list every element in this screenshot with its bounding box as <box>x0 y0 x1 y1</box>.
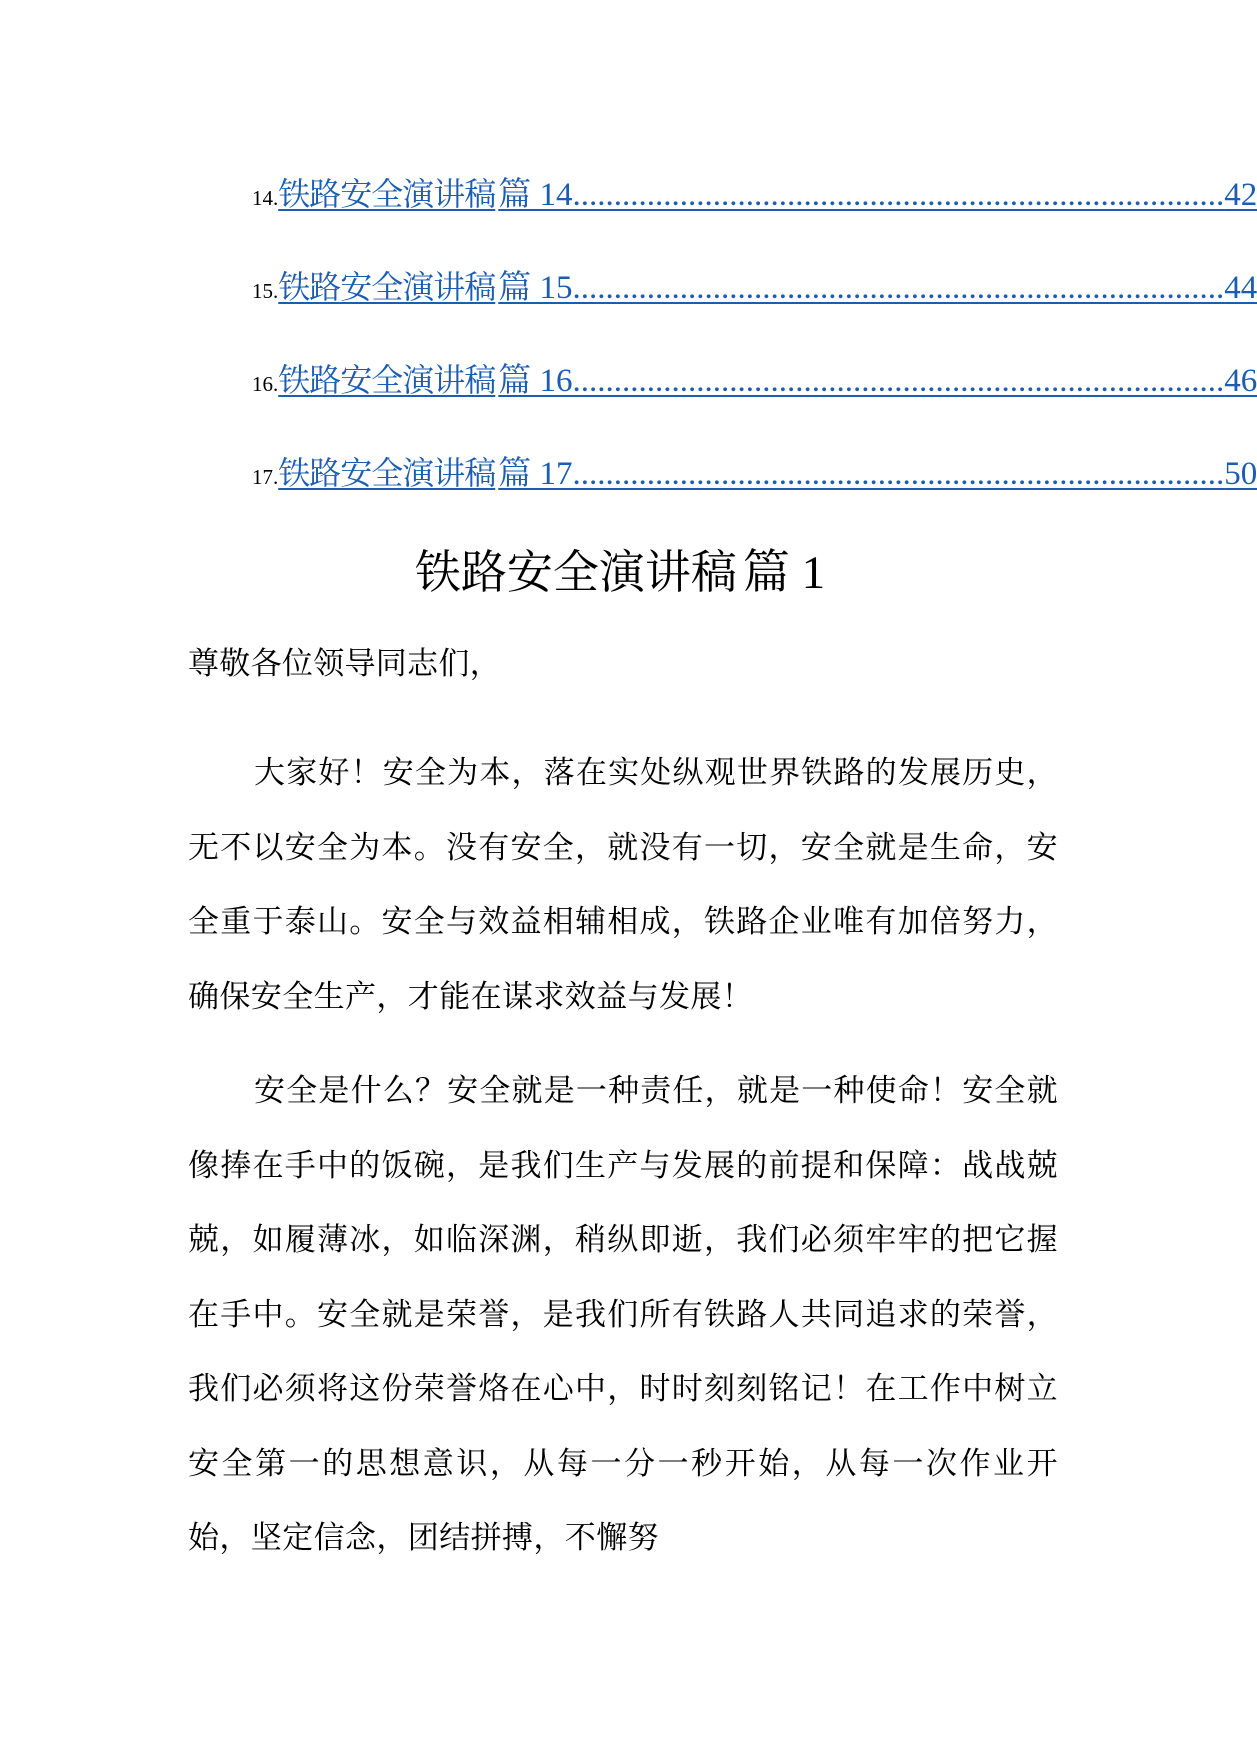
toc-link-16[interactable] <box>278 354 1257 401</box>
speech-body <box>188 627 1058 1596</box>
table-of-contents <box>252 168 1257 540</box>
toc-entry-title-number: 篇 17 <box>498 456 573 492</box>
toc-entry-16 <box>252 354 1257 447</box>
toc-link-15[interactable] <box>278 261 1257 308</box>
toc-link-17[interactable] <box>278 447 1257 494</box>
toc-page-number: 46 <box>1224 363 1257 399</box>
section-heading <box>0 535 1240 602</box>
toc-page-number: 44 <box>1224 270 1257 306</box>
toc-dot-leader: ............................................................................... <box>572 363 1225 399</box>
toc-entry-title-number: 篇 15 <box>498 270 573 306</box>
toc-entry-number: 14. <box>252 186 279 210</box>
section-heading-number: 篇 1 <box>742 547 826 599</box>
toc-dot-leader: ............................................................................... <box>572 177 1225 213</box>
toc-entry-number: 16. <box>252 372 279 396</box>
toc-page-number: 50 <box>1224 456 1257 492</box>
toc-entry-title: 铁路安全演讲稿 <box>278 454 496 492</box>
section-heading-title: 铁路安全演讲稿 <box>414 545 737 599</box>
toc-entry-title-number: 篇 16 <box>498 363 573 399</box>
toc-entry-title: 铁路安全演讲稿 <box>278 268 496 306</box>
toc-link-14[interactable] <box>278 168 1257 215</box>
toc-entry-title: 铁路安全演讲稿 <box>278 175 496 213</box>
toc-entry-15 <box>252 261 1257 354</box>
toc-entry-title: 铁路安全演讲稿 <box>278 361 496 399</box>
salutation: 尊敬各位领导同志们， <box>188 646 501 682</box>
toc-page-number: 42 <box>1224 177 1257 213</box>
toc-entry-number: 17. <box>252 465 279 489</box>
toc-entry-number: 15. <box>252 279 279 303</box>
paragraph-1: 大家好！安全为本，落在实处纵观世界铁路的发展历史，无不以安全为本。没有安全，就没有一切，安全就是生命，安全重于泰山。安全与效益相辅相成，铁路企业唯有加倍努力，确保安全生产，才能在谋求效益与发展！ <box>188 755 1058 1015</box>
toc-entry-14 <box>252 168 1257 261</box>
toc-dot-leader: ............................................................................... <box>572 270 1225 306</box>
toc-entry-title-number: 篇 14 <box>498 177 573 213</box>
paragraph-2: 安全是什么？安全就是一种责任，就是一种使命！安全就像捧在手中的饭碗，是我们生产与发展的前提和保障：战战兢兢，如履薄冰，如临深渊，稍纵即逝，我们必须牢牢的把它握在手中。安全就是荣誉，是我们所有铁路人共同追求的荣誉，我们必须将这份荣誉烙在心中，时时刻刻铭记！在工作中树立安全第一的思想意识，从每一分一秒开始，从每一次作业开始，坚定信念，团结拼搏，不懈努 <box>188 1073 1058 1556</box>
toc-dot-leader: ............................................................................... <box>572 456 1225 492</box>
toc-entry-17 <box>252 447 1257 540</box>
